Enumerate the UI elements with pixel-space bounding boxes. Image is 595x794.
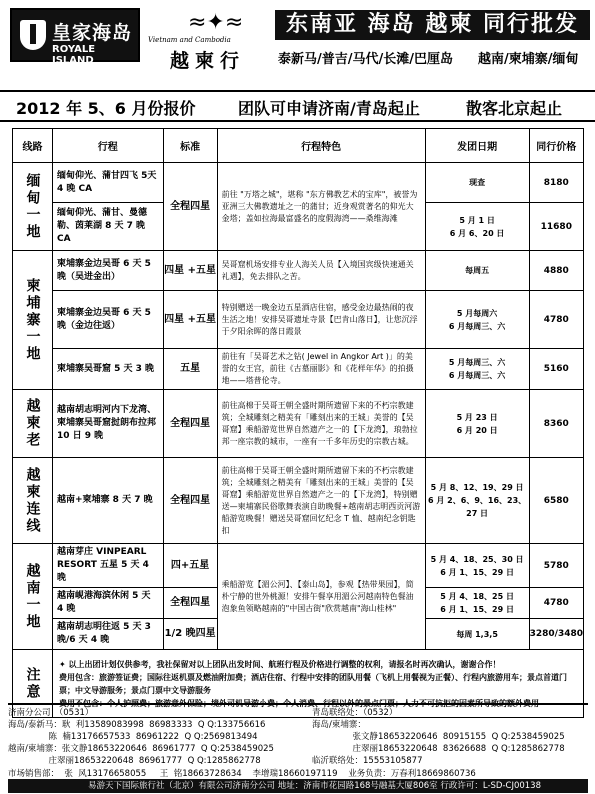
price-banner <box>0 92 595 122</box>
brand2-en: Vietnam and Cambodia <box>148 36 231 44</box>
standard: 四星 +五星 <box>163 291 217 349</box>
itinerary: 缅甸仰光、蒲甘四飞 5天 4 晚 CA <box>53 163 164 203</box>
price: 4880 <box>529 251 583 291</box>
banner-period: 2012 年 5、6 月份报价 <box>16 99 196 118</box>
qingdao-title: 青岛联络处：（0532） <box>312 708 398 718</box>
qingdao-contacts <box>312 707 592 767</box>
standard: 全程四星 <box>163 390 217 458</box>
footer-bar: 易游天下国际旅行社（北京）有限公司济南分公司 地址：济南市花园路168号融基大厦806室 行政许可：L-SD-CJ00138 <box>8 779 588 793</box>
dates: 现查 <box>425 163 529 203</box>
contact-line: 陈 楠13176657533 86961222 Q Q:2569813494 <box>8 732 258 742</box>
itinerary: 柬埔寨吴哥窟 5 天 3 晚 <box>53 349 164 390</box>
itinerary: 越南岘港海滨休闲 5 天 4 晚 <box>53 588 164 619</box>
itinerary: 越南胡志明往返 5 天 3 晚/6 天 4 晚 <box>53 619 164 650</box>
itinerary: 柬埔寨金边吴哥 6 天 5 晚（金边往返） <box>53 291 164 349</box>
note-disclaimer: ✦ 以上出团计划仅供参考，我社保留对以上团队出发时间、航班行程及价格进行调整的权利，请报名时再次确认，谢谢合作！ <box>59 659 501 669</box>
col-features: 行程特色 <box>217 129 425 163</box>
standard: 五星 <box>163 349 217 390</box>
table-row <box>13 349 584 390</box>
shield-icon <box>20 20 46 50</box>
contact-line: 临沂联络处：15553105877 <box>312 756 423 766</box>
route-myanmar: 缅甸一地 <box>13 163 53 251</box>
standard: 全程四星 <box>163 588 217 619</box>
dates: 5 月 4、18、25、30 日 6 月 1、15、29 日 <box>425 544 529 588</box>
itinerary: 越南芽庄 VINPEARL RESORT 五星 5 天 4 晚 <box>53 544 164 588</box>
header-sub-indochina: 越南/柬埔寨/缅甸 <box>478 52 579 67</box>
price: 11680 <box>529 203 583 251</box>
sales-line: 市场销售部： 张 风13176658055 王 铭18663728634 李增瑞18660197119 业务负责：万春利18669860736 <box>8 769 476 779</box>
table-header-row <box>13 129 584 163</box>
standard: 全程四星 <box>163 163 217 251</box>
contact-line: 庄翠丽18653220648 86961777 Q Q:1285862778 <box>8 756 261 766</box>
price-table <box>12 128 584 718</box>
features: 前往 "万塔之城"，堪称 "东方佛教艺术的宝库"，被誉为亚洲三大佛教遗址之一的蒲甘；近身观赏著名的仰光大金塔；盖如拉海最富盛名的度假海湾——桑维海滩 <box>217 163 425 251</box>
col-price: 同行价格 <box>529 129 583 163</box>
price: 5780 <box>529 544 583 588</box>
brand2-cn: 越柬行 <box>170 50 246 72</box>
price: 8180 <box>529 163 583 203</box>
price: 8360 <box>529 390 583 458</box>
price: 6580 <box>529 458 583 544</box>
features: 前往有「吴哥艺术之钻( Jewel in Angkor Art )」的美誉的女王宫，前往《古墓丽影》和《花样年华》的拍摄地——塔普伦寺。 <box>217 349 425 390</box>
dates: 5 月 1 日 6 月 6、20 日 <box>425 203 529 251</box>
col-standard: 标准 <box>163 129 217 163</box>
notes-label: 注意 <box>13 650 53 718</box>
dates: 每周 1,3,5 <box>425 619 529 650</box>
royale-island-logo <box>10 8 140 66</box>
price: 5160 <box>529 349 583 390</box>
route-vietnam: 越南一地 <box>13 544 53 650</box>
dates: 5 月每周六 6 月每周三、六 <box>425 291 529 349</box>
contacts-section <box>8 703 588 791</box>
note-included: 费用包含：旅游签证费；国际往返机票及燃油附加费；酒店住宿、行程中安排的团队用餐（飞机上用餐视为正餐）、行程内旅游用车；景点首道门票；中文导游服务；景点门票中文导游服务 <box>59 672 567 695</box>
table-row <box>13 251 584 291</box>
col-route: 线路 <box>13 129 53 163</box>
contact-line: 海岛/柬埔寨： <box>312 720 366 730</box>
itinerary: 越南胡志明河内下龙湾、柬埔寨吴哥窟挝朗布拉邦 10 日 9 晚 <box>53 390 164 458</box>
price: 4780 <box>529 588 583 619</box>
vietnam-cambodia-brand <box>148 8 266 72</box>
dates: 5 月 8、12、19、29 日 6 月 2、6、9、16、23、27 日 <box>425 458 529 544</box>
header <box>0 0 595 92</box>
route-vietnam-cambodia-line: 越柬连线 <box>13 458 53 544</box>
itinerary: 缅甸仰光、蒲甘、曼德勒、茵莱湖 8 天 7 晚 CA <box>53 203 164 251</box>
table-row <box>13 390 584 458</box>
route-cambodia: 柬埔寨一地 <box>13 251 53 390</box>
header-title: 东南亚 海岛 越柬 同行批发 <box>275 10 590 40</box>
jinan-contacts <box>8 707 298 767</box>
logo-en: ROYALE ISLAND <box>52 44 96 66</box>
contact-line: 庄翠丽18653220648 83626688 Q Q:1285862778 <box>312 744 565 754</box>
dates: 5 月每周三、六 6 月每周三、六 <box>425 349 529 390</box>
standard: 全程四星 <box>163 458 217 544</box>
table-row <box>13 291 584 349</box>
dates: 5 月 4、18、25 日 6 月 1、15、29 日 <box>425 588 529 619</box>
bird-logo-icon: ≈✦≈ <box>188 10 244 35</box>
logo-cn: 皇家海岛 <box>52 22 133 44</box>
table-row <box>13 458 584 544</box>
header-sub-islands: 泰新马/普吉/马代/长滩/巴厘岛 <box>278 52 453 67</box>
features: 特别赠送一晚金边五星酒店住宿，感受金边最热闹的夜生活之地！安排吴哥遗址寺景【巴肯山落日】，让您沉浮于夕阳余晖的落日霞景 <box>217 291 425 349</box>
features: 乘船游览【湄公河】、【泰山岛】，参观【热带果园】，简朴宁静的世外桃源！安排午餐享用湄公河越南特色餐油泡象鱼领略越南的"中国古街"欣赏越南"海山桂林" <box>217 544 425 650</box>
contact-line: 越南/柬埔寨：张文静18653220646 86961777 Q Q:2538459025 <box>8 744 274 754</box>
price: 3280/3480 <box>529 619 583 650</box>
banner-group: 团队可申请济南/青岛起止 <box>238 99 420 118</box>
col-itinerary: 行程 <box>53 129 164 163</box>
features: 前往高棉于吴哥王朝全盛时期所遗留下来的不朽宗教建筑；全城雕刻之精美有「雕刻出来的王城」美誉的【吴哥窟】乘船游览世界自然遗产之一的【下龙湾】，特别赠送—柬埔寨民俗歌舞表演自助晚餐+越南胡志明西贡河游船游览晚餐！赠送吴哥窟回忆纪念 T 恤、越南纪念钥匙扣 <box>217 458 425 544</box>
features: 吴哥窟机场安排专业人海关人员【入境国宾级快速通关礼遇】，免去排队之苦。 <box>217 251 425 291</box>
standard: 1/2 晚四星 <box>163 619 217 650</box>
route-vietnam-cambodia-laos: 越柬老 <box>13 390 53 458</box>
standard: 四+五星 <box>163 544 217 588</box>
standard: 四星 +五星 <box>163 251 217 291</box>
table-row <box>13 544 584 588</box>
banner-individual: 散客北京起止 <box>466 99 563 118</box>
table-row <box>13 163 584 203</box>
itinerary: 越南+柬埔寨 8 天 7 晚 <box>53 458 164 544</box>
contact-line: 海岛/泰新马：耿 利13589083998 86983333 Q Q:133756616 <box>8 720 266 730</box>
price: 4780 <box>529 291 583 349</box>
dates: 每周五 <box>425 251 529 291</box>
features: 前往高棉于吴哥王朝全盛时期所遗留下来的不朽宗教建筑；全城雕刻之精美有「雕刻出来的王城」美誉的【吴哥窟】乘船游览世界自然遗产之一的【下龙湾】，琅勃拉邦一座宗教的城市，一座有一千多年历史的宗教古城。 <box>217 390 425 458</box>
jinan-title: 济南分公司：（0531） <box>8 708 94 718</box>
note-excluded: 费用不包含：个人护照费；旅游意外保险；境外司机导游小费；个人消费、行程以外的景点门票；人力不可抗拒的因素所导致的额外费用 <box>59 698 539 708</box>
col-dates: 发团日期 <box>425 129 529 163</box>
itinerary: 柬埔寨金边吴哥 6 天 5 晚（吴进金出） <box>53 251 164 291</box>
dates: 5 月 23 日 6 月 20 日 <box>425 390 529 458</box>
contact-line: 张文静18653220646 80915155 Q Q:2538459025 <box>312 732 565 742</box>
